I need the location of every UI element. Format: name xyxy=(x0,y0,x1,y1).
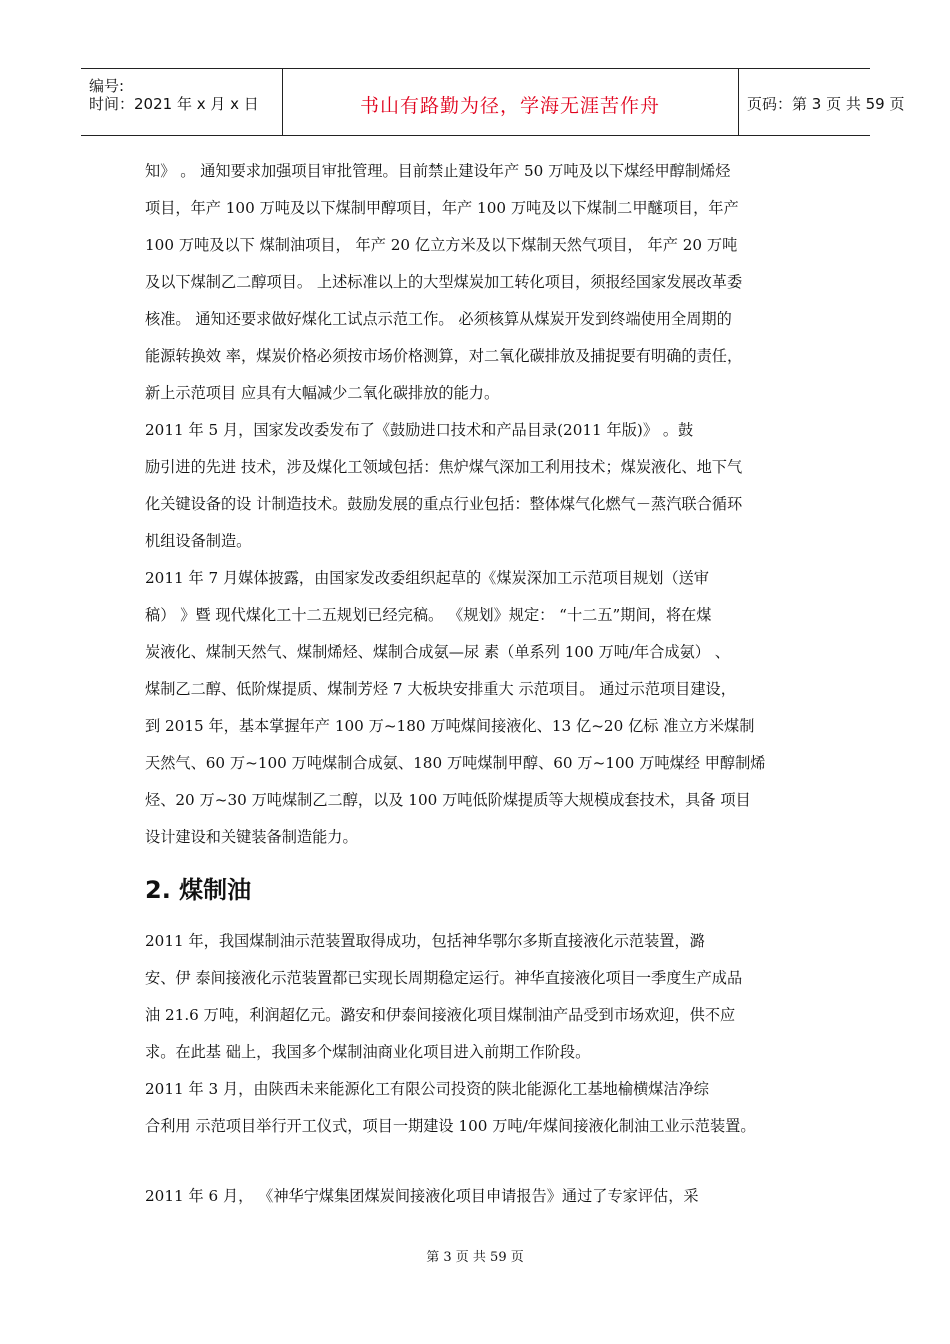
body-line: 励引进的先进 技术，涉及煤化工领域包括：焦炉煤气深加工利用技术；煤炭液化、地下气 xyxy=(145,458,743,476)
body-line: 到 2015 年，基本掌握年产 100 万~180 万吨煤间接液化、13 亿~20 亿标 准立方米煤制 xyxy=(145,717,755,735)
body-line: 100 万吨及以下 煤制油项目， 年产 20 亿立方米及以下煤制天然气项目， 年产 20 万吨 xyxy=(145,236,738,254)
body-line: 合利用 示范项目举行开工仪式，项目一期建设 100 万吨/年煤间接液化制油工业示范装置。 xyxy=(145,1117,756,1135)
document-number-label: 编号: xyxy=(89,77,125,95)
body-line: 设计建设和关键装备制造能力。 xyxy=(145,828,358,846)
body-line: 项目，年产 100 万吨及以下煤制甲醇项目，年产 100 万吨及以下煤制二甲醚项目，年产 xyxy=(145,199,739,217)
body-line: 核准。 通知还要求做好煤化工试点示范工作。 必须核算从煤炭开发到终端使用全周期的 xyxy=(145,310,732,328)
body-line: 稿） 》暨 现代煤化工十二五规划已经完稿。 《规划》规定： “十二五”期间，将在煤 xyxy=(145,606,712,624)
body-line: 求。在此基 础上，我国多个煤制油商业化项目进入前期工作阶段。 xyxy=(145,1043,591,1061)
body-line: 及以下煤制乙二醇项目。 上述标准以上的大型煤炭加工转化项目，须报经国家发展改革委 xyxy=(145,273,743,291)
body-line: 天然气、60 万~100 万吨煤制合成氨、180 万吨煤制甲醇、60 万~100 万吨煤经 甲醇制烯 xyxy=(145,754,766,772)
body-line: 安、伊 泰间接液化示范装置都已实现长周期稳定运行。神华直接液化项目一季度生产成品 xyxy=(145,969,743,987)
header-table xyxy=(81,68,905,136)
header-meta-cell xyxy=(81,69,283,135)
body-line: 2011 年 7 月媒体披露，由国家发改委组织起草的《煤炭深加工示范项目规划（送审 xyxy=(145,569,709,587)
body-line: 化关键设备的设 计制造技术。鼓励发展的重点行业包括：整体煤气化燃气－蒸汽联合循环 xyxy=(145,495,743,513)
body-line: 2011 年，我国煤制油示范装置取得成功，包括神华鄂尔多斯直接液化示范装置，潞 xyxy=(145,932,705,950)
header-page-info: 页码：第 3 页 共 59 页 xyxy=(747,95,905,113)
body-line: 知》 。 通知要求加强项目审批管理。目前禁止建设年产 50 万吨及以下煤经甲醇制烯烃 xyxy=(145,162,731,180)
body-line: 2011 年 6 月， 《神华宁煤集团煤炭间接液化项目申请报告》通过了专家评估，采 xyxy=(145,1187,699,1205)
section-heading: 2. 煤制油 xyxy=(145,876,252,904)
body-line: 机组设备制造。 xyxy=(145,532,252,550)
header-motto: 书山有路勤为径，学海无涯苦作舟 xyxy=(359,95,660,117)
body-line: 煤制乙二醇、低阶煤提质、煤制芳烃 7 大板块安排重大 示范项目。 通过示范项目建设， xyxy=(145,680,736,698)
body-line: 2011 年 5 月，国家发改委发布了《鼓励进口技术和产品目录(2011 年版)》 。鼓 xyxy=(145,421,694,439)
body-line: 2011 年 3 月，由陕西未来能源化工有限公司投资的陕北能源化工基地榆横煤洁净综 xyxy=(145,1080,709,1098)
header-page-cell xyxy=(739,69,905,135)
header-motto-cell xyxy=(282,69,739,135)
body-line: 油 21.6 万吨，利润超亿元。潞安和伊泰间接液化项目煤制油产品受到市场欢迎，供不应 xyxy=(145,1006,736,1024)
body-line: 新上示范项目 应具有大幅减少二氧化碳排放的能力。 xyxy=(145,384,500,402)
page-footer: 第 3 页 共 59 页 xyxy=(426,1250,524,1265)
body-line: 烃、20 万~30 万吨煤制乙二醇，以及 100 万吨低阶煤提质等大规模成套技术，具备 项目 xyxy=(145,791,751,809)
body-line: 能源转换效 率，煤炭价格必须按市场价格测算，对二氧化碳排放及捕捉要有明确的责任， xyxy=(145,347,743,365)
document-time-label: 时间：2021 年 x 月 x 日 xyxy=(89,95,259,113)
body-line: 炭液化、煤制天然气、煤制烯烃、煤制合成氨—尿 素（单系列 100 万吨/年合成氨） 、 xyxy=(145,643,730,661)
